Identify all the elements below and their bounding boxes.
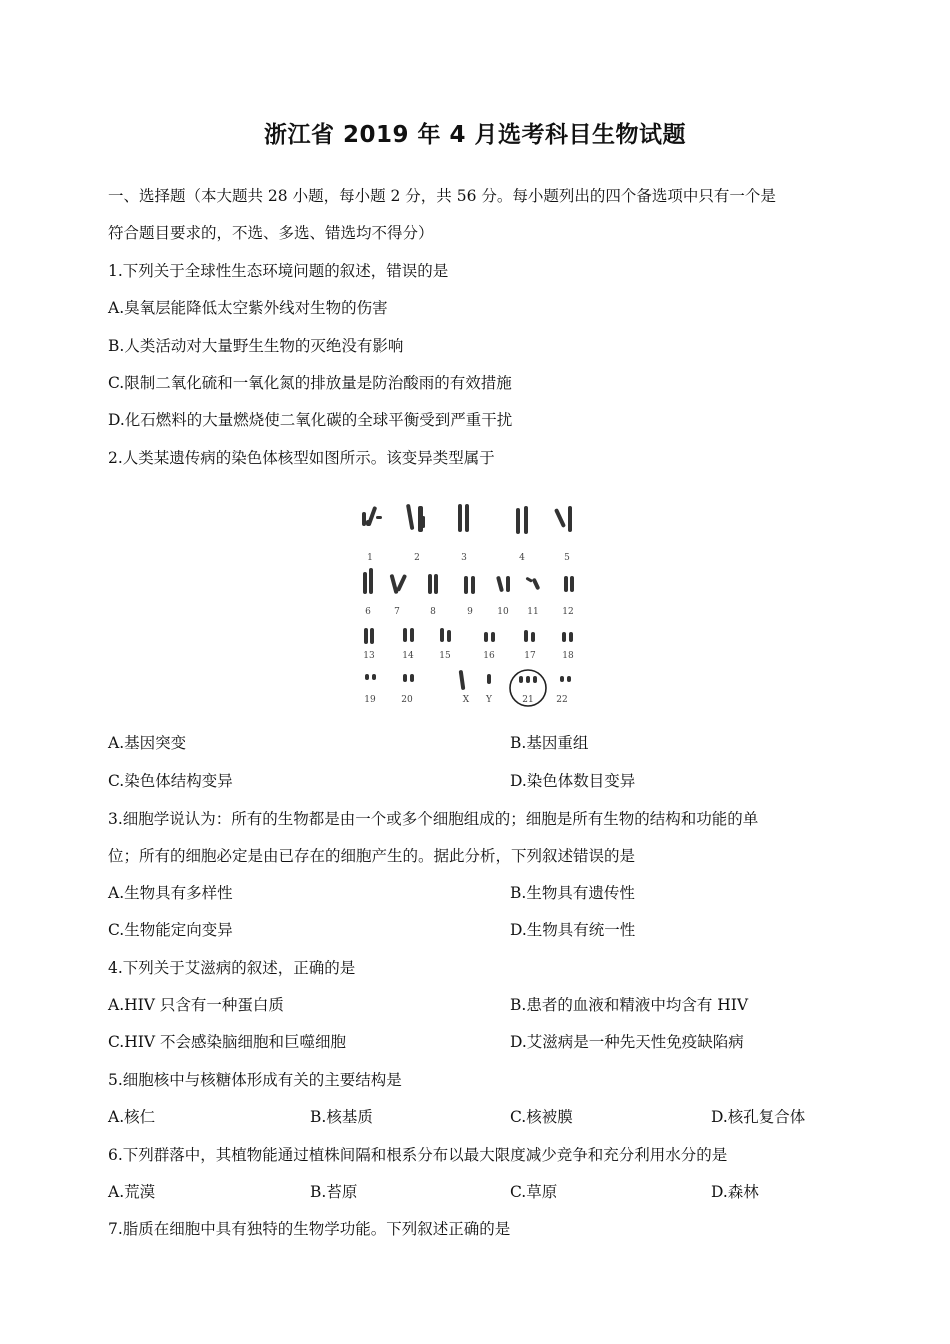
chromosome-pair-6	[363, 568, 373, 594]
karyo-label: Y	[486, 695, 492, 705]
question-3-option-c: C.生物能定向变异	[108, 921, 233, 939]
chromosome-pair-13	[364, 628, 374, 644]
question-1-option-c: C.限制二氧化硫和一氧化氮的排放量是防治酸雨的有效措施	[108, 374, 512, 392]
karyo-label: 14	[402, 651, 414, 661]
question-3-stem-line-1: 3.细胞学说认为：所有的生物都是由一个或多个细胞组成的；细胞是所有生物的结构和功能的单	[108, 810, 759, 828]
question-3-stem-line-2: 位；所有的细胞必定是由已存在的细胞产生的。据此分析，下列叙述错误的是	[108, 847, 636, 865]
question-4-option-c: C.HIV 不会感染脑细胞和巨噬细胞	[108, 1033, 346, 1051]
question-3-option-b: B.生物具有遗传性	[510, 884, 635, 902]
question-4-option-b: B.患者的血液和精液中均含有 HIV	[510, 996, 749, 1014]
karyo-label: 13	[363, 651, 375, 661]
karyo-label: 21	[522, 695, 534, 705]
chromosome-pair-5	[554, 506, 572, 532]
karyotype-figure	[348, 494, 584, 712]
question-3-option-a: A.生物具有多样性	[108, 884, 233, 902]
karyo-label: 16	[483, 651, 495, 661]
question-6-stem: 6.下列群落中，其植物能通过植株间隔和根系分布以最大限度减少竞争和充分利用水分的是	[108, 1146, 728, 1164]
page-title: 浙江省 2019 年 4 月选考科目生物试题	[263, 122, 687, 148]
chromosome-pair-12	[564, 576, 574, 592]
chromosome-pair-2	[406, 504, 425, 532]
chromosome-pair-18	[562, 632, 573, 642]
question-6-option-c: C.草原	[510, 1183, 558, 1201]
chromosome-pair-1	[362, 506, 382, 526]
chromosome-pair-22	[560, 676, 571, 682]
karyo-label: 3	[461, 553, 467, 563]
question-2-option-d: D.染色体数目变异	[510, 772, 636, 790]
karyo-label: 4	[519, 553, 525, 563]
karyo-label: 1	[367, 553, 373, 563]
chromosome-y	[487, 674, 491, 684]
karyo-label: 8	[430, 607, 436, 617]
chromosome-pair-11	[525, 577, 540, 591]
karyo-label: 20	[401, 695, 413, 705]
chromosome-pair-14	[403, 628, 414, 642]
section-instructions-line-1: 一、选择题（本大题共 28 小题，每小题 2 分，共 56 分。每小题列出的四个备选项中只有一个是	[108, 187, 776, 205]
chromosome-pair-10	[496, 576, 510, 592]
section-instructions-line-2: 符合题目要求的，不选、多选、错选均不得分）	[108, 224, 434, 242]
question-4-stem: 4.下列关于艾滋病的叙述，正确的是	[108, 959, 356, 977]
question-1-option-b: B.人类活动对大量野生生物的灭绝没有影响	[108, 337, 404, 355]
chromosome-21-trisomy	[519, 676, 537, 683]
karyo-label: 15	[439, 651, 451, 661]
chromosome-x	[459, 670, 466, 690]
karyo-label: X	[462, 695, 470, 705]
question-2-stem: 2.人类某遗传病的染色体核型如图所示。该变异类型属于	[108, 449, 495, 467]
karyo-label: 5	[564, 553, 570, 563]
question-1-option-a: A.臭氧层能降低太空紫外线对生物的伤害	[108, 299, 388, 317]
question-1-stem: 1.下列关于全球性生态环境问题的叙述，错误的是	[108, 262, 449, 280]
karyo-label: 9	[467, 607, 473, 617]
karyo-label: 2	[414, 553, 420, 563]
question-4-option-d: D.艾滋病是一种先天性免疫缺陷病	[510, 1033, 744, 1051]
question-5-option-d: D.核孔复合体	[711, 1108, 806, 1126]
chromosome-pair-7	[389, 574, 407, 594]
question-6-option-b: B.苔原	[310, 1183, 358, 1201]
chromosome-pair-16	[484, 632, 495, 642]
chromosome-pair-15	[440, 628, 451, 642]
question-3-option-d: D.生物具有统一性	[510, 921, 636, 939]
question-5-stem: 5.细胞核中与核糖体形成有关的主要结构是	[108, 1071, 402, 1089]
karyo-label: 19	[364, 695, 376, 705]
question-2-option-b: B.基因重组	[510, 734, 589, 752]
question-7-stem: 7.脂质在细胞中具有独特的生物学功能。下列叙述正确的是	[108, 1220, 511, 1238]
chromosome-pair-3	[458, 504, 469, 532]
karyo-label: 17	[524, 651, 536, 661]
karyo-label: 10	[497, 607, 509, 617]
question-5-option-c: C.核被膜	[510, 1108, 573, 1126]
question-6-option-d: D.森林	[711, 1183, 759, 1201]
question-2-option-a: A.基因突变	[108, 734, 187, 752]
question-1-option-d: D.化石燃料的大量燃烧使二氧化碳的全球平衡受到严重干扰	[108, 411, 513, 429]
question-5-option-a: A.核仁	[108, 1108, 156, 1126]
question-5-option-b: B.核基质	[310, 1108, 373, 1126]
question-4-option-a: A.HIV 只含有一种蛋白质	[108, 996, 284, 1014]
question-6-option-a: A.荒漠	[108, 1183, 156, 1201]
karyo-label: 18	[562, 651, 574, 661]
karyo-label: 12	[562, 607, 574, 617]
question-2-option-c: C.染色体结构变异	[108, 772, 233, 790]
chromosome-pair-19	[365, 674, 376, 680]
chromosome-pair-17	[524, 630, 535, 642]
chromosome-pair-8	[428, 574, 438, 594]
chromosome-pair-20	[403, 674, 414, 682]
chromosome-pair-9	[464, 576, 475, 594]
karyo-label: 7	[394, 607, 400, 617]
karyo-label: 11	[527, 607, 539, 617]
chromosome-pair-4	[516, 506, 528, 534]
karyo-label: 22	[556, 695, 568, 705]
karyo-label: 6	[365, 607, 371, 617]
